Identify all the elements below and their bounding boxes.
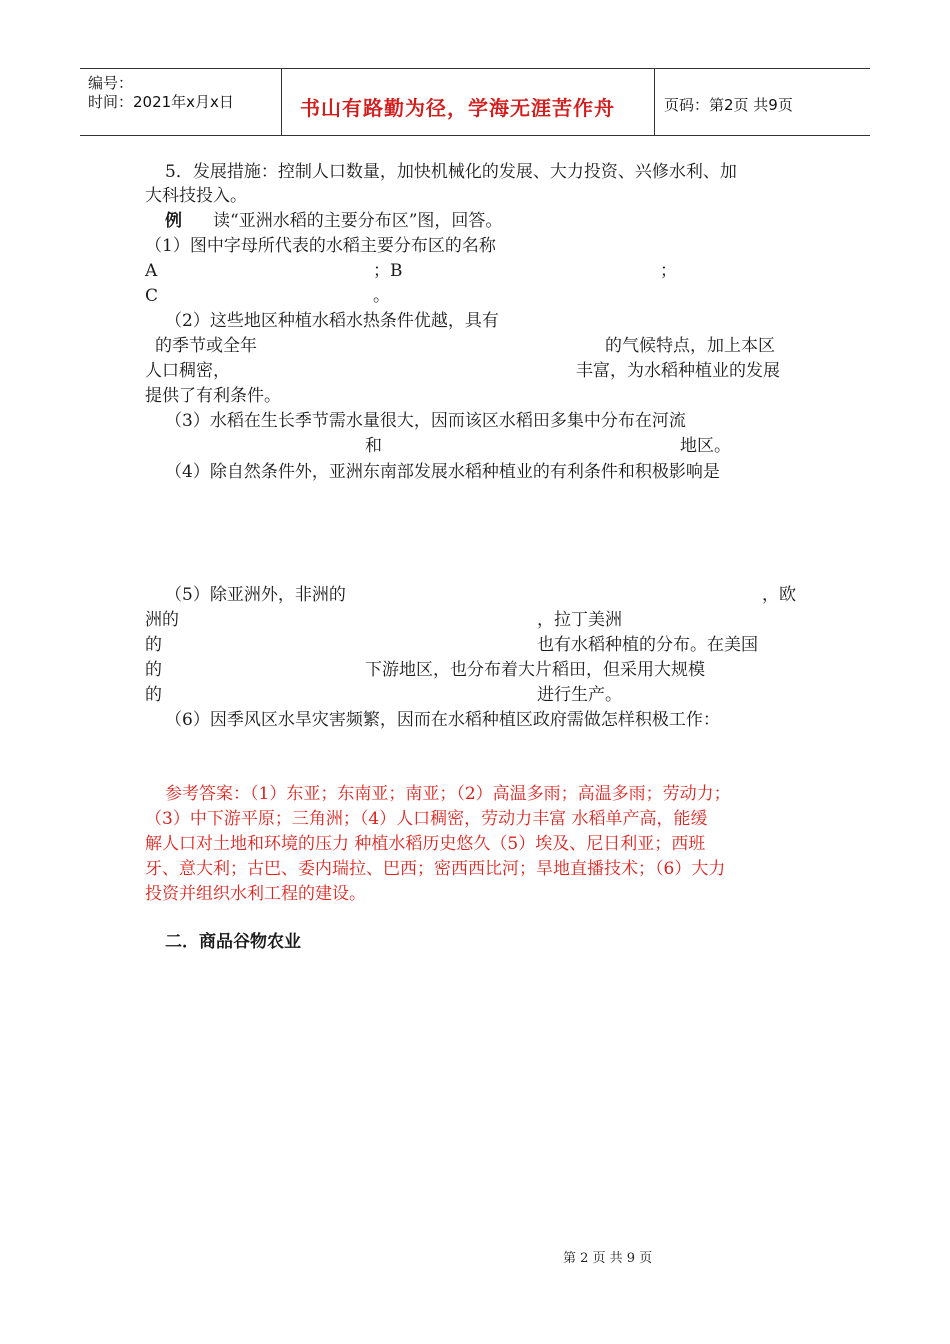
question-5-line5b: 进行生产。 bbox=[537, 685, 622, 705]
header-bottom-rule bbox=[80, 135, 870, 136]
answer-line2: （3）中下游平原；三角洲；（4）人口稠密，劳动力丰富 水稻单产高，能缓 bbox=[145, 809, 708, 829]
time-label: 时间：2021年x月x日 bbox=[88, 93, 234, 111]
question-3-line1: （3）水稻在生长季节需水量很大，因而该区水稻田多集中分布在河流 bbox=[165, 411, 686, 431]
question-6: （6）因季风区水旱灾害频繁，因而在水稻种植区政府需做怎样积极工作： bbox=[165, 710, 720, 730]
question-5-line5a: 的 bbox=[145, 685, 162, 705]
answer-line1: 参考答案：（1）东亚；东南亚；南亚；（2）高温多雨；高温多雨；劳动力； bbox=[165, 784, 731, 804]
q1-semicolon: ； bbox=[660, 261, 677, 281]
question-5-line2b: ，拉丁美洲 bbox=[537, 610, 622, 630]
question-5-line3a: 的 bbox=[145, 635, 162, 655]
question-5-line1b: ，欧 bbox=[762, 585, 796, 605]
question-2-line4: 提供了有利条件。 bbox=[145, 386, 281, 406]
p5-line2: 大科技投入。 bbox=[145, 186, 247, 206]
question-5-line3b: 也有水稻种植的分布。在美国 bbox=[537, 635, 758, 655]
answer-line5: 投资并组织水利工程的建设。 bbox=[145, 884, 366, 904]
question-2-line3b: 丰富，为水稻种植业的发展 bbox=[576, 361, 780, 381]
q1-blank-b: ；B bbox=[373, 261, 403, 281]
question-2-line1: （2）这些地区种植水稻水热条件优越，具有 bbox=[165, 311, 499, 331]
question-5-line4a: 的 bbox=[145, 660, 162, 680]
question-2-line3a: 人口稠密， bbox=[145, 361, 230, 381]
example-text: 读“亚洲水稻的主要分布区”图，回答。 bbox=[213, 211, 503, 231]
answer-line4: 牙、意大利；古巴、委内瑞拉、巴西；密西西比河；旱地直播技术；（6）大力 bbox=[145, 859, 726, 879]
q1-blank-c: C bbox=[145, 286, 159, 306]
question-2-line2a: 的季节或全年 bbox=[155, 336, 257, 356]
question-1: （1）图中字母所代表的水稻主要分布区的名称 bbox=[145, 236, 496, 256]
question-5-line1a: （5）除亚洲外，非洲的 bbox=[165, 585, 346, 605]
page-info: 页码：第2页 共9页 bbox=[664, 96, 793, 114]
question-2-line2b: 的气候特点，加上本区 bbox=[605, 336, 775, 356]
question-4: （4）除自然条件外，亚洲东南部发展水稻种植业的有利条件和积极影响是 bbox=[165, 462, 720, 482]
question-5-line2a: 洲的 bbox=[145, 610, 179, 630]
footer-page-number: 第 2 页 共 9 页 bbox=[563, 1251, 653, 1266]
example-label: 例 bbox=[165, 211, 182, 231]
header-divider-right bbox=[654, 68, 655, 136]
p5-line1: 5．发展措施：控制人口数量，加快机械化的发展、大力投资、兴修水利、加 bbox=[165, 162, 737, 182]
header-top-rule bbox=[80, 68, 870, 69]
question-3-line2b: 地区。 bbox=[680, 436, 731, 456]
question-5-line4b: 下游地区，也分布着大片稻田，但采用大规模 bbox=[365, 660, 705, 680]
q1-period: 。 bbox=[373, 286, 390, 306]
q1-blank-a: A bbox=[145, 261, 158, 281]
header-divider-left bbox=[281, 68, 282, 136]
number-label: 编号： bbox=[88, 74, 134, 92]
motto: 书山有路勤为径，学海无涯苦作舟 bbox=[300, 96, 615, 120]
question-3-line2a: 和 bbox=[365, 436, 382, 456]
section-title: 二．商品谷物农业 bbox=[165, 932, 301, 952]
answer-line3: 解人口对土地和环境的压力 种植水稻历史悠久（5）埃及、尼日利亚；西班 bbox=[145, 834, 706, 854]
